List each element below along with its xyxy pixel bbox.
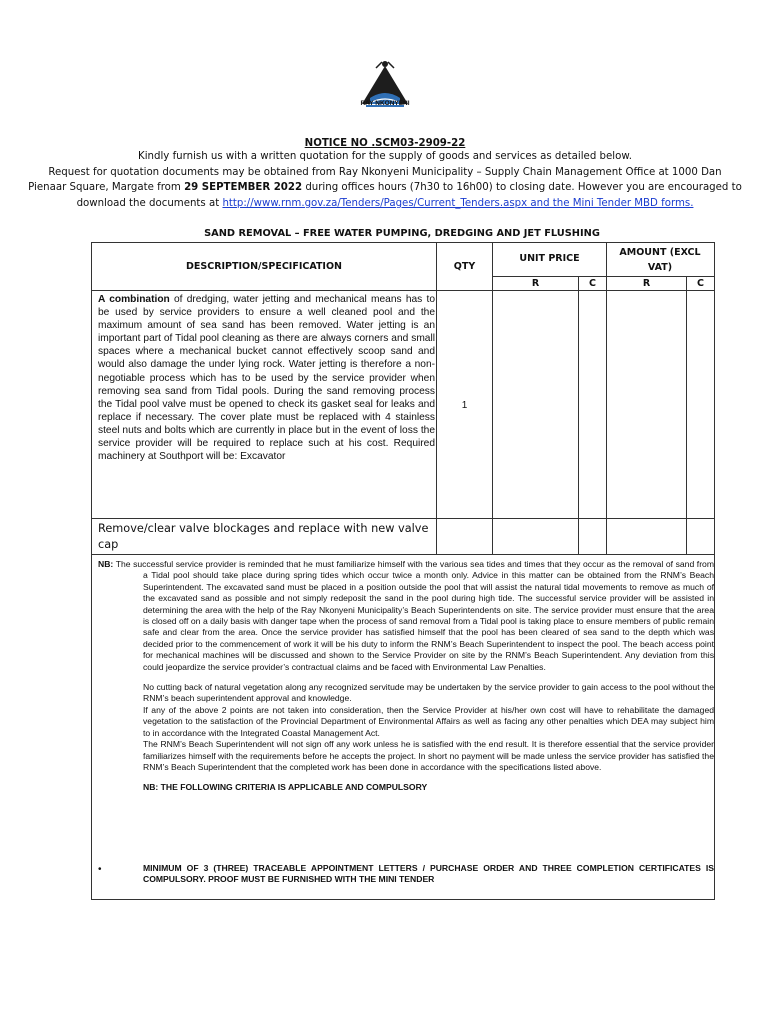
closing-start-date: 29 SEPTEMBER 2022: [184, 182, 303, 193]
header-c-unit: C: [589, 278, 596, 289]
nb-paragraph-4: The RNM’s Beach Superintendent will not sign off any work unless he is satisfied with the end result. It is therefore essential that the service provider familiarizes himself with the requirements before he accepts the project. In short no payment will be made unless the service provider has satisfied the RNM’s Beach Superintendent that the completed work has been done in accordance with the specifications listed above.: [143, 739, 714, 772]
tenders-link[interactable]: http://www.rnm.gov.za/Tenders/Pages/Current_Tenders.aspx and the Mini Tender MBD forms.: [222, 198, 694, 209]
header-r-amount: R: [642, 278, 651, 289]
nb-paragraph-1: The successful service provider is reminded that he must familiarize himself with the various sea tides and times that they occur as the removal of sand from a Tidal pool should take place during spring tides which occur twice a month only. Advice in this matter can be obtained from the RNM’s Beach Superintendent. The excavated sand must be placed in a position outside the pool that will assist the natural tidal movements to remove as much of the excavated sand as possible and not simply redeposit the sand in the pool during high tide. The successful service provider will be assisted in determining the area with the help of the Ray Nkonyeni Municipality’s Beach Superintendents on site. The service provider must ensure that the area is closed off on a daily basis with danger tape when the process of sand removal from a Tidal pool is taking place to ensure members of public remain safe and clear from the area. Once the service provider has satisfied himself that the pool has been cleared of sea sand to the depth which was decided prior to the commencement of work it will be his duty to inform the RNM’s Beach Superintendent to inspect the pool. The beach access point for mechanical machines will be discussed and shown to the Service Provider on site by the RNM’s Beach Superintendent. Any deviation from this could jeopardize the service provider’s contractual claims and be faced with Environmental Law Penalties.: [113, 559, 714, 672]
notice-number: NOTICE NO .SCM03-2909-22: [304, 138, 466, 149]
criteria-heading: NB: THE FOLLOWING CRITERIA IS APPLICABLE AND COMPULSORY: [143, 782, 428, 793]
header-c-amount: C: [697, 278, 704, 289]
table-caption: SAND REMOVAL – FREE WATER PUMPING, DREDGING AND JET FLUSHING: [204, 228, 600, 239]
intro-line-3: Pienaar Square, Margate from 29 SEPTEMBER 2022 during offices hours (7h30 to 16h00) to closing date. However you are encouraged to: [28, 182, 742, 193]
minimum-requirement: MINIMUM OF 3 (THREE) TRACEABLE APPOINTMENT LETTERS / PURCHASE ORDER AND THREE COMPLETION CERTIFICATES IS COMPULSORY. PROOF MUST BE FURNISHED WITH THE MINI TENDER: [143, 863, 714, 885]
intro-line-4: download the documents at http://www.rnm.gov.za/Tenders/Pages/Current_Tenders.aspx and the Mini Tender MBD forms.: [76, 198, 694, 209]
row-1-qty: 1: [461, 400, 468, 411]
nb-label: NB:: [98, 559, 114, 569]
row-1-description: A combination of dredging, water jetting and mechanical means has to be used by service providers to ensure a well cleaned pool and the maximum amount of sea sand has been removed. Water jetting is an important part of Tidal pool cleaning as there are always corners and small spaces where a mechanical bucket cannot effectively scoop sand and would also damage the under lying rock. Water jetting is therefore a non-negotiable process which has to be used by the service provider when removing sea sand from Tidal pools. During the sand removing process the Tidal pool valve must be opened to check its gasket seal for leaks and replace if necessary. The cover plate must be replaced with 4 stainless steel nuts and bolts which are currently in place but in the event of loss the service provider will be required to replace such at his cost. Required machinery at Southport will be: Excavator: [98, 294, 435, 463]
header-amount: AMOUNT (EXCL VAT): [619, 247, 701, 273]
logo-text: RAY NKONYENI: [360, 100, 410, 107]
nb-paragraph-2: No cutting back of natural vegetation along any recognized servitude may be undertaken by the service provider to gain access to the pool without the RNM’s beach superintendent approval and knowledge.: [143, 682, 714, 704]
header-description: DESCRIPTION/SPECIFICATION: [186, 261, 342, 272]
intro-line-2: Request for quotation documents may be obtained from Ray Nkonyeni Municipality – Supply Chain Management Office at 1000 Dan: [48, 167, 722, 178]
intro-line-1: Kindly furnish us with a written quotation for the supply of goods and services as detailed below.: [138, 151, 632, 162]
header-r-unit: R: [531, 278, 540, 289]
bullet-icon: •: [98, 864, 102, 875]
row-2-description: Remove/clear valve blockages and replace with new valve cap: [98, 522, 429, 551]
header-unit-price: UNIT PRICE: [519, 253, 580, 264]
nb-paragraph-3: If any of the above 2 points are not taken into consideration, then the Service Provider at his/her own cost will have to rehabilitate the damaged vegetation to the satisfaction of the Provincial Department of Environmental Affairs as well as facing any other penalties which DEA may subject him to in accordance with the Integrated Coastal Management Act.: [143, 704, 714, 738]
nb-section: [98, 559, 714, 794]
header-qty: QTY: [453, 261, 476, 272]
